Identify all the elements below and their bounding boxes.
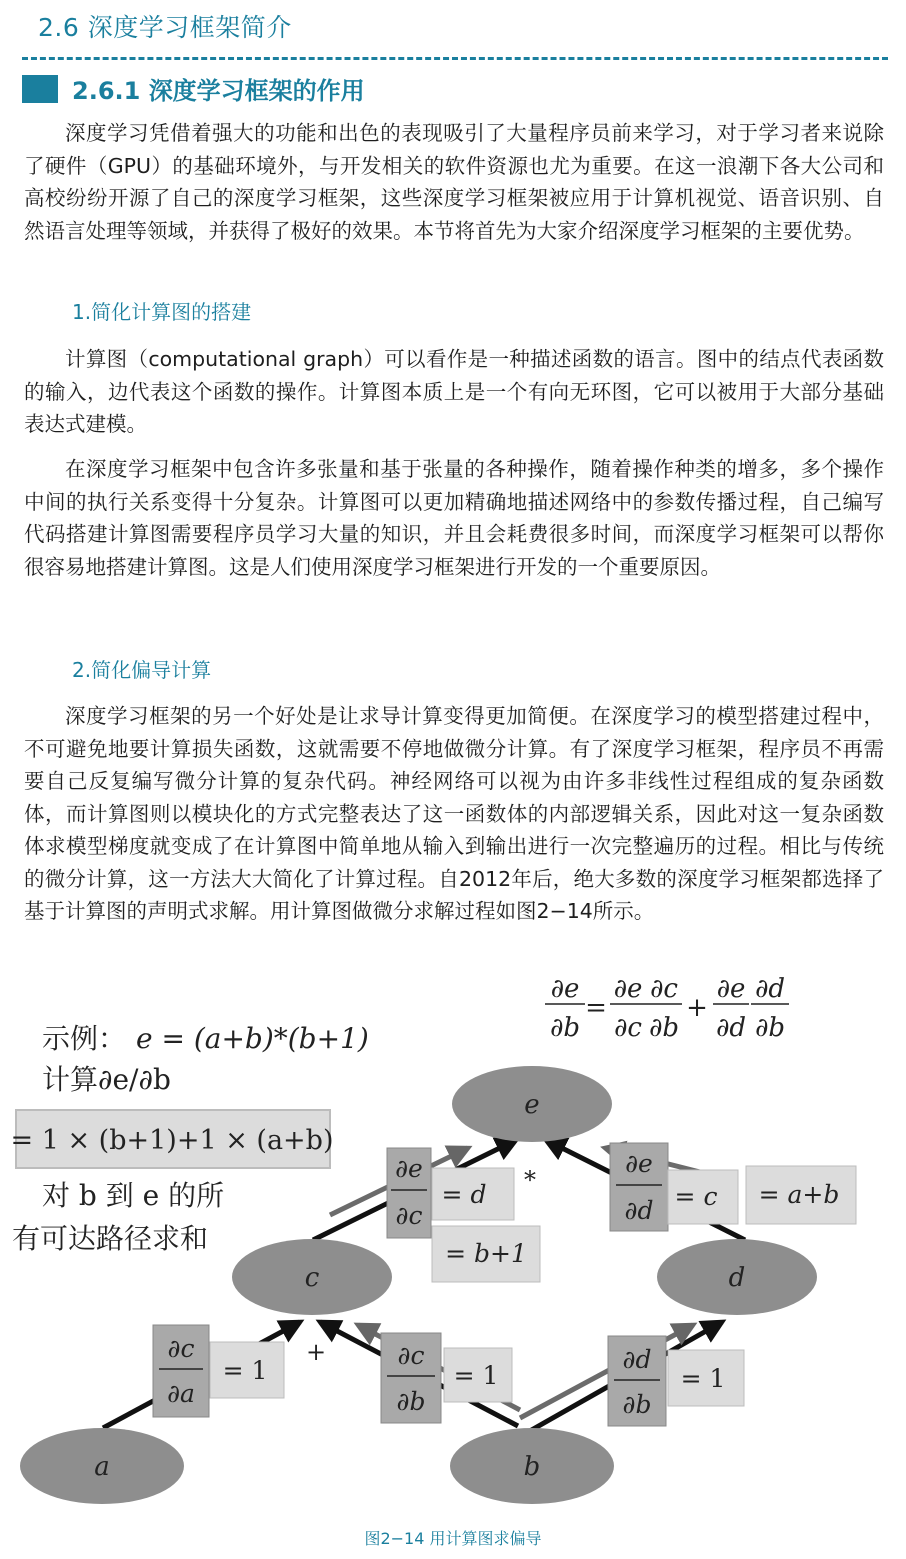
item2-heading: 2.简化偏导计算: [72, 658, 212, 682]
chain-lhs-den: ∂b: [549, 1013, 581, 1043]
chain-t2a-den: ∂d: [715, 1013, 747, 1043]
deriv-de-dc-den: ∂c: [395, 1201, 423, 1230]
deriv-de-dd-num: ∂e: [625, 1149, 653, 1178]
note-line-1: 对 b 到 e 的所: [42, 1179, 225, 1212]
item1-paragraph-1: 计算图（computational graph）可以看作是一种描述函数的语言。图中的结点代表函数的输入，边代表这个函数的操作。计算图本质上是一个有向无环图，它可以被用于大部分基础表达式建模。: [24, 347, 884, 436]
note-line-2: 有可达路径求和: [12, 1222, 209, 1255]
deriv-de-dd-den: ∂d: [624, 1196, 654, 1225]
item1-heading: 1.简化计算图的搭建: [72, 300, 252, 324]
deriv-dc-db-num: ∂c: [397, 1341, 425, 1370]
compute-label: 计算∂e/∂b: [42, 1063, 171, 1096]
value-de-dc-2: = b+1: [445, 1239, 527, 1268]
node-b-label: b: [523, 1452, 541, 1482]
op-multiply: *: [524, 1166, 536, 1194]
subsection-title: 2.6.1 深度学习框架的作用: [72, 77, 365, 105]
chain-eq: =: [585, 993, 607, 1023]
value-dc-da: = 1: [222, 1356, 268, 1385]
chain-t1a-den: ∂c: [613, 1013, 643, 1043]
section-title: 2.6 深度学习框架简介: [38, 13, 292, 42]
subsection-marker: [22, 75, 58, 103]
value-de-dc-1: = d: [441, 1180, 487, 1209]
example-expression: e = (a+b)*(b+1): [136, 1022, 369, 1055]
computation-graph-figure: [0, 970, 906, 1526]
chain-t1b-num: ∂c: [649, 974, 679, 1004]
chain-t2b-num: ∂d: [754, 974, 786, 1004]
value-de-dd-1: = c: [674, 1182, 718, 1211]
deriv-de-dc-num: ∂e: [395, 1154, 423, 1183]
chain-t1a-num: ∂e: [613, 974, 643, 1004]
chain-t1b-den: ∂b: [648, 1013, 680, 1043]
chain-t2a-num: ∂e: [716, 974, 746, 1004]
chain-t2b-den: ∂b: [754, 1013, 786, 1043]
chain-lhs-num: ∂e: [550, 974, 580, 1004]
section-divider: [22, 57, 888, 60]
item1-paragraph-2: 在深度学习框架中包含许多张量和基于张量的各种操作，随着操作种类的增多，多个操作中间的执行关系变得十分复杂。计算图可以更加精确地描述网络中的参数传播过程，自己编写代码搭建计算图需要程序员学习大量的知识，并且会耗费很多时间，而深度学习框架可以帮你很容易地搭建计算图。这是人们使用深度学习框架进行开发的一个重要原因。: [24, 457, 884, 579]
chain-rule-formula: [545, 974, 789, 1043]
node-d-label: d: [728, 1263, 746, 1293]
value-dd-db: = 1: [680, 1364, 726, 1393]
deriv-dd-db-num: ∂d: [622, 1345, 652, 1374]
op-add: +: [305, 1338, 327, 1366]
item2-paragraph: 深度学习框架的另一个好处是让求导计算变得更加简便。在深度学习的模型搭建过程中，不可避免地要计算损失函数，这就需要不停地做微分计算。有了深度学习框架，程序员不再需要自己反复编写微分计算的复杂代码。神经网络可以视为由许多非线性过程组成的复杂函数体，而计算图则以模块化的方式完整表达了这一函数体的内部逻辑关系，因此对这一复杂函数体求模型梯度就变成了在计算图中简单地从输入到输出进行一次完整遍历的过程。相比与传统的微分计算，这一方法大大简化了计算过程。自2012年后，绝大多数的深度学习框架都选择了基于计算图的声明式求解。用计算图做微分求解过程如图2−14所示。: [24, 704, 884, 923]
backprop-arrow-b-d: [520, 1325, 693, 1418]
deriv-dc-da-num: ∂c: [167, 1334, 195, 1363]
intro-paragraph: 深度学习凭借着强大的功能和出色的表现吸引了大量程序员前来学习，对于学习者来说除了硬件（GPU）的基础环境外，与开发相关的软件资源也尤为重要。在这一浪潮下各大公司和高校纷纷开源了自己的深度学习框架，这些深度学习框架被应用于计算机视觉、语音识别、自然语言处理等领域，并获得了极好的效果。本节将首先为大家介绍深度学习框架的主要优势。: [24, 121, 884, 243]
deriv-dc-da-den: ∂a: [167, 1379, 195, 1408]
deriv-dc-db-den: ∂b: [396, 1387, 426, 1416]
chain-plus: +: [686, 993, 708, 1023]
node-e-label: e: [524, 1090, 540, 1120]
node-c-label: c: [304, 1263, 320, 1293]
value-de-dd-2: = a+b: [758, 1180, 840, 1209]
value-dc-db: = 1: [453, 1361, 499, 1390]
example-prefix: 示例：: [42, 1022, 127, 1055]
figure-caption: 图2−14 用计算图求偏导: [364, 1529, 542, 1548]
deriv-dd-db-den: ∂b: [622, 1390, 652, 1419]
result-text: = 1 × (b+1)+1 × (a+b): [10, 1125, 334, 1156]
node-a-label: a: [94, 1452, 110, 1482]
